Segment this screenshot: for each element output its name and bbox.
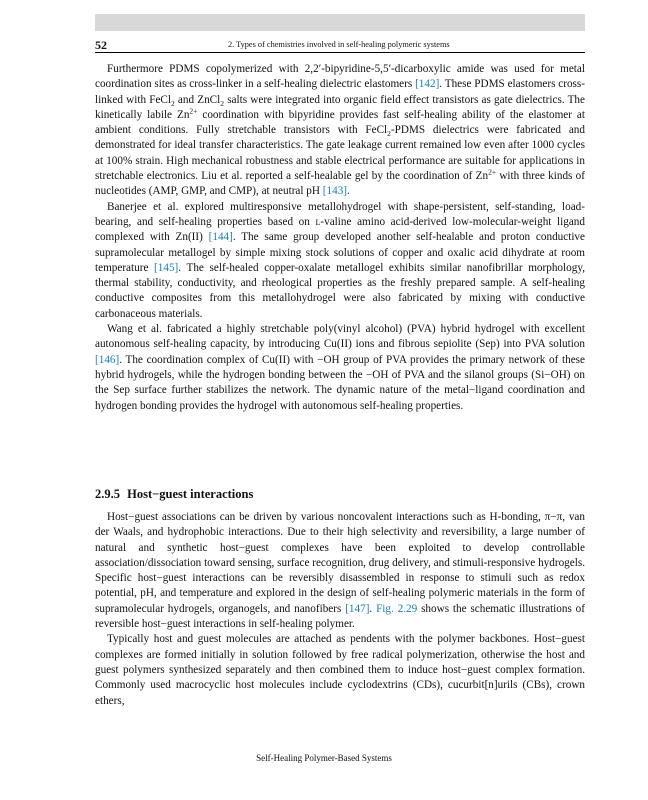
subscript: 2 (387, 129, 391, 139)
paragraph-host-guest-intro (95, 510, 585, 632)
text-run: . These PDMS elastomers cross-linked with FeCl (95, 78, 585, 106)
text-run: salts were integrated into organic field effect transistors as gate dielectrics. The kinetically labile Zn (95, 93, 585, 121)
citation-link-142[interactable]: [142] (415, 78, 440, 91)
text-run: -PDMS dielectrics were fabricated and demonstrated for ideal transfer characteristics. The gate leakage current remained low even after 1000 cycles at 100% strain. High mechanical robustness and stable electrical performance are suitable for applications in stretchable electronics. Liu et al. reported a self-healable gel by the coordination of Zn (95, 124, 585, 183)
header-bar (95, 14, 585, 31)
text-run: with three kinds of nucleotides (AMP, GMP, and CMP), at neutral pH (95, 170, 585, 198)
section-title: Host−guest interactions (127, 487, 254, 501)
text-run: . (369, 602, 377, 615)
small-caps-l: l (315, 215, 321, 228)
citation-link-143[interactable]: [143] (322, 185, 348, 198)
text-run: Wang et al. fabricated a highly stretchable poly(vinyl alcohol) (PVA) hybrid hydrogel with excellent autonomous self-healing capacity, by introducing Cu(II) ions and fibrous sepiolite (Sep) into PVA solution (95, 323, 585, 351)
subscript: 2 (220, 98, 225, 108)
bottom-text-block (95, 510, 585, 709)
text-run: coordination with bipyridine provides fast self-healing ability of the elastomer at ambient conditions. Fully stretchable transistors with FeCl (95, 108, 585, 137)
text-run: -valine amino acid-derived low-molecular-weight ligand complexed with Zn(II) (95, 215, 585, 244)
text-run: shows the schematic illustrations of reversible host−guest interactions in self-healing polymer. (95, 602, 585, 631)
text-run: Typically host and guest molecules are attached as pendents with the polymer backbones. Host−guest complexes are formed initially in solution followed by free radical polymerization, otherwise the host and guest polymers synthesized separately and then combined them to induce host−guest complex formation. Commonly used macrocyclic host molecules include cyclodextrins (CDs), cucurbit[n]urils (CBs), crown ethers, (95, 633, 585, 707)
citation-link-145[interactable]: [145] (154, 261, 179, 274)
paragraph-host-guest-typical (95, 632, 585, 708)
page-number: 52 (95, 38, 107, 52)
text-run: . (347, 185, 350, 198)
text-run: . The coordination complex of Cu(II) with −OH group of PVA provides the primary network of these hybrid hydrogels, while the hydrogen bonding between the −OH of PVA and the silanol groups (Si−OH) on the Sep surface further stabilizes the network. The dynamic nature of the metal−ligand coordination and hydrogen bonding provides the hydrogel with autonomous self-healing properties. (95, 353, 585, 412)
text-run: and ZnCl (174, 93, 221, 106)
subscript: 2 (170, 98, 175, 108)
text-run: Furthermore PDMS copolymerized with 2,2′-bipyridine-5,5′-dicarboxylic amide was used for metal coordination sites as cross-linker in a self-healing dielectric elastomers (95, 63, 585, 91)
paragraph-pdms (95, 62, 585, 200)
citation-link-144[interactable]: [144] (208, 231, 233, 244)
paragraph-banerjee (95, 200, 585, 322)
citation-link-147[interactable]: [147] (345, 602, 370, 615)
text-run: Host−guest associations can be driven by various noncovalent interactions such as H-bonding, π−π, van der Waals, and hydrophobic interactions. Due to their high selectivity and reversibility, a large number of natural and synthetic host−guest complexes have been exploited to develop controllable association/dissociation toward sensing, surface recognition, drug delivery, and stimuli-responsive hydrogels. Specific host−guest interactions can be reversibly disassembled in response to stimuli such as redox potential, pH, and temperature and explored in the design of self-healing polymeric materials in the form of supramolecular hydrogels, organogels, and nanofibers (95, 511, 585, 615)
footer-book-title: Self-Healing Polymer-Based Systems (256, 753, 392, 763)
section-number: 2.9.5 (95, 487, 120, 501)
top-text-block (95, 62, 585, 414)
superscript: 2+ (488, 167, 497, 177)
text-run: . The same group developed another self-healable and proton conductive supramolecular metallogel by simple mixing stock solutions of copper and oxalic acid dihydrate at room temperature (95, 231, 585, 274)
citation-link-146[interactable]: [146] (95, 353, 120, 366)
superscript: 2+ (189, 106, 198, 116)
text-run: Banerjee et al. explored multiresponsive metallohydrogel with shape-persistent, self-standing, load-bearing, and self-healing properties based on (95, 200, 585, 228)
section-heading (95, 487, 253, 502)
header-rule (95, 52, 585, 53)
running-head: 2. Types of chemistries involved in self-healing polymeric systems (228, 40, 450, 49)
text-run: . The self-healed copper-oxalate metallogel exhibits similar nanofibrillar morphology, thermal stability, conductivity, and rheological properties as the freshly prepared sample. A self-healing conductive composites from this metallohydrogel were also fabricated by mixing with conductive carbonaceous materials. (95, 261, 585, 320)
paragraph-wang (95, 322, 585, 414)
figure-link-2-29[interactable]: Fig. 2.29 (376, 602, 418, 615)
